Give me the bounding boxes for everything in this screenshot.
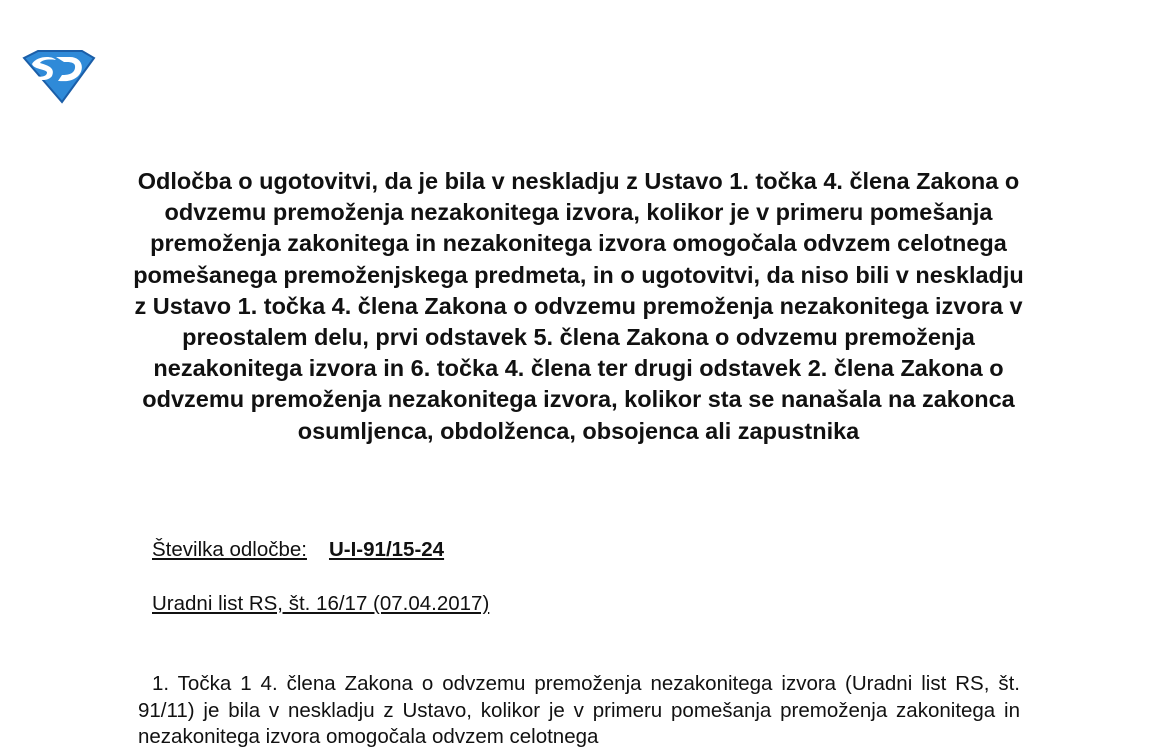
official-gazette-reference: Uradni list RS, št. 16/17 (07.04.2017) bbox=[152, 592, 490, 615]
decision-number-label: Številka odločbe: bbox=[152, 538, 307, 561]
decision-number-line bbox=[152, 538, 444, 562]
court-logo bbox=[22, 48, 96, 104]
decision-body-paragraph: 1. Točka 1 4. člena Zakona o odvzemu premoženja nezakonitega izvora (Uradni list RS, št. 91/11) je bila v neskladju z Ustavo, kolikor je v primeru pomešanja premoženja zakonitega in nezakonitega izvora omogočala odvzem celotnega bbox=[138, 672, 1020, 748]
constitutional-court-logo-icon bbox=[22, 48, 96, 104]
decision-number-value: U-I-91/15-24 bbox=[328, 538, 445, 561]
decision-title: Odločba o ugotovitvi, da je bila v neskladju z Ustavo 1. točka 4. člena Zakona o odvzemu premoženja nezakonitega izvora, kolikor je v primeru pomešanja premoženja zakonitega in nezakonitega izvora omogočala odvzem celotnega pomešanega premoženjskega predmeta, in o ugotovitvi, da niso bili v neskladju z Ustavo 1. točka 4. člena Zakona o odvzemu premoženja nezakonitega izvora v preostalem delu, prvi odstavek 5. člena Zakona o odvzemu premoženja nezakonitega izvora in 6. točka 4. člena ter drugi odstavek 2. člena Zakona o odvzemu premoženja nezakonitega izvora, kolikor sta se nanašala na zakonca osumljenca, obdolženca, obsojenca ali zapustnika bbox=[133, 168, 1024, 444]
